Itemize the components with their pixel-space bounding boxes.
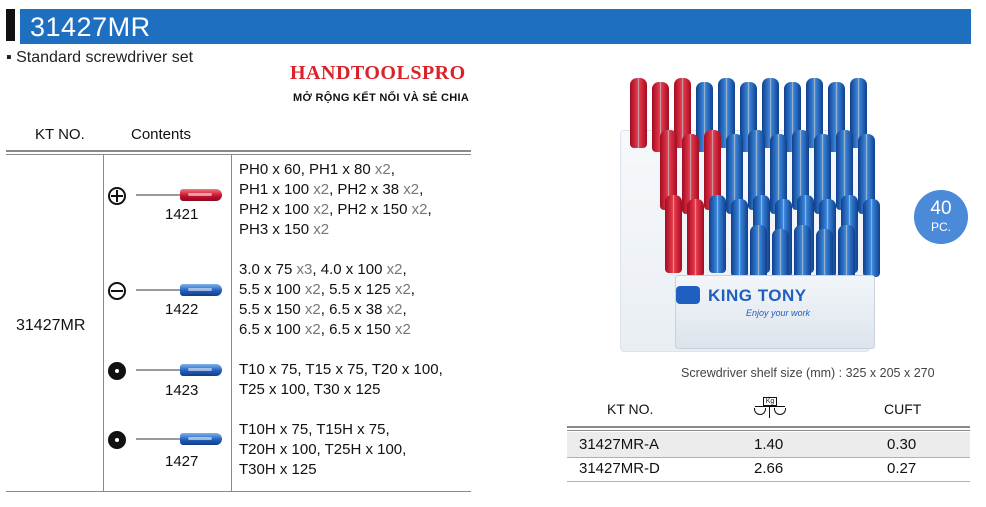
cuft-cell: 0.27 (887, 460, 917, 477)
spec-header-kt-no: KT NO. (607, 401, 654, 417)
spec-list (239, 360, 443, 400)
spec-text: 5.5 x 150 (239, 301, 305, 318)
column-divider (103, 155, 104, 491)
spec-text: , 6.5 x 38 (320, 301, 387, 318)
weight-cell: 2.66 (754, 460, 784, 477)
spec-line (239, 420, 406, 440)
spec-text: T20H x 100, T25H x 100, (239, 441, 407, 458)
screwdriver-handle (863, 199, 880, 277)
spec-line (239, 280, 415, 300)
spec-text: , (402, 301, 407, 318)
torx-icon (108, 362, 126, 380)
brand-watermark: HANDTOOLSPRO (290, 62, 466, 84)
column-header-contents: Contents (131, 126, 192, 143)
spec-text: , (390, 161, 395, 178)
king-tony-logo: KING TONY Enjoy your work (698, 284, 868, 324)
row-divider (567, 481, 970, 482)
quantity-marker: x2 (304, 301, 321, 318)
screwdriver-blue-image (136, 364, 226, 376)
phillips-icon (108, 187, 126, 205)
header-bar (20, 9, 971, 44)
spec-text: , 4.0 x 100 (312, 261, 387, 278)
king-tony-mark-icon (676, 286, 700, 304)
piece-count-badge: 40 PC. (914, 190, 968, 244)
table-header-rule (6, 150, 471, 155)
slotted-icon (108, 282, 126, 300)
spec-list (239, 420, 406, 480)
table-row (567, 456, 970, 481)
spec-line (239, 440, 406, 460)
spec-text: , (402, 261, 407, 278)
spec-text: T10 x 75, T15 x 75, T20 x 100, (239, 361, 443, 378)
spec-list (239, 260, 415, 340)
spec-line (239, 460, 406, 480)
header-marker (6, 9, 15, 41)
spec-line (239, 160, 432, 180)
spec-text: , (410, 281, 415, 298)
weight-scale-icon: Kg (752, 397, 788, 419)
screwdriver-handle (709, 195, 726, 273)
kt-no-cell: 31427MR-A (579, 436, 660, 453)
spec-line (239, 180, 432, 200)
spec-text: , (419, 181, 424, 198)
spec-text: T30H x 125 (239, 461, 317, 478)
spec-text: , PH2 x 150 (329, 201, 412, 218)
subtitle: ▪ Standard screwdriver set (6, 49, 194, 66)
screwdriver-handle (687, 199, 704, 277)
kt-number-cell: 31427MR (16, 317, 86, 334)
quantity-marker: x2 (304, 321, 321, 338)
screwdriver-handle (731, 199, 748, 277)
table-bottom-rule (6, 491, 471, 492)
quantity-marker: x2 (313, 201, 330, 218)
quantity-marker: x2 (386, 261, 403, 278)
screwdriver-red-image (136, 189, 226, 201)
quantity-marker: x2 (386, 301, 403, 318)
spec-text: PH0 x 60, PH1 x 80 (239, 161, 375, 178)
quantity-marker: x2 (403, 181, 420, 198)
page-title: 31427MR (30, 12, 151, 42)
spec-line (239, 360, 443, 380)
model-number: 1423 (165, 382, 199, 399)
kt-no-cell: 31427MR-D (579, 460, 660, 477)
weight-cell: 1.40 (754, 436, 784, 453)
spec-line (239, 380, 443, 400)
spec-text: T25 x 100, T30 x 125 (239, 381, 381, 398)
screwdriver-handle (630, 78, 647, 148)
spec-header-cuft: CUFT (884, 401, 922, 417)
spec-text: , PH2 x 38 (329, 181, 404, 198)
quantity-marker: x2 (313, 181, 330, 198)
spec-text: , 6.5 x 150 (320, 321, 395, 338)
model-number: 1427 (165, 453, 199, 470)
spec-list (239, 160, 432, 240)
screwdriver-blue-image (136, 433, 226, 445)
spec-text: , (427, 201, 432, 218)
quantity-marker: x2 (374, 161, 391, 178)
product-stand-image (620, 70, 882, 355)
model-number: 1421 (165, 206, 199, 223)
column-divider (231, 155, 232, 491)
spec-text: PH1 x 100 (239, 181, 314, 198)
spec-text: T10H x 75, T15H x 75, (239, 421, 390, 438)
cuft-cell: 0.30 (887, 436, 917, 453)
spec-text: , 5.5 x 125 (320, 281, 395, 298)
spec-line (239, 300, 415, 320)
quantity-marker: x2 (394, 281, 411, 298)
table-row (567, 432, 970, 457)
quantity-marker: x2 (394, 321, 411, 338)
screwdriver-blue-image (136, 284, 226, 296)
spec-text: PH2 x 100 (239, 201, 314, 218)
spec-text: 6.5 x 100 (239, 321, 305, 338)
model-number: 1422 (165, 301, 199, 318)
shelf-size-note: Screwdriver shelf size (mm) : 325 x 205 x 270 (681, 366, 935, 380)
spec-header-rule (567, 426, 970, 431)
quantity-marker: x2 (411, 201, 428, 218)
torx-tamper-icon (108, 431, 126, 449)
spec-line (239, 200, 432, 220)
spec-text: 3.0 x 75 (239, 261, 297, 278)
brand-tagline: MỞ RỘNG KẾT NỐI VÀ SẺ CHIA (293, 92, 470, 104)
column-header-kt-no: KT NO. (35, 126, 85, 143)
spec-line (239, 220, 432, 240)
screwdriver-handle (665, 195, 682, 273)
quantity-marker: x2 (313, 221, 330, 238)
quantity-marker: x2 (304, 281, 321, 298)
spec-line (239, 260, 415, 280)
quantity-marker: x3 (296, 261, 313, 278)
spec-text: PH3 x 150 (239, 221, 314, 238)
spec-text: 5.5 x 100 (239, 281, 305, 298)
spec-line (239, 320, 415, 340)
